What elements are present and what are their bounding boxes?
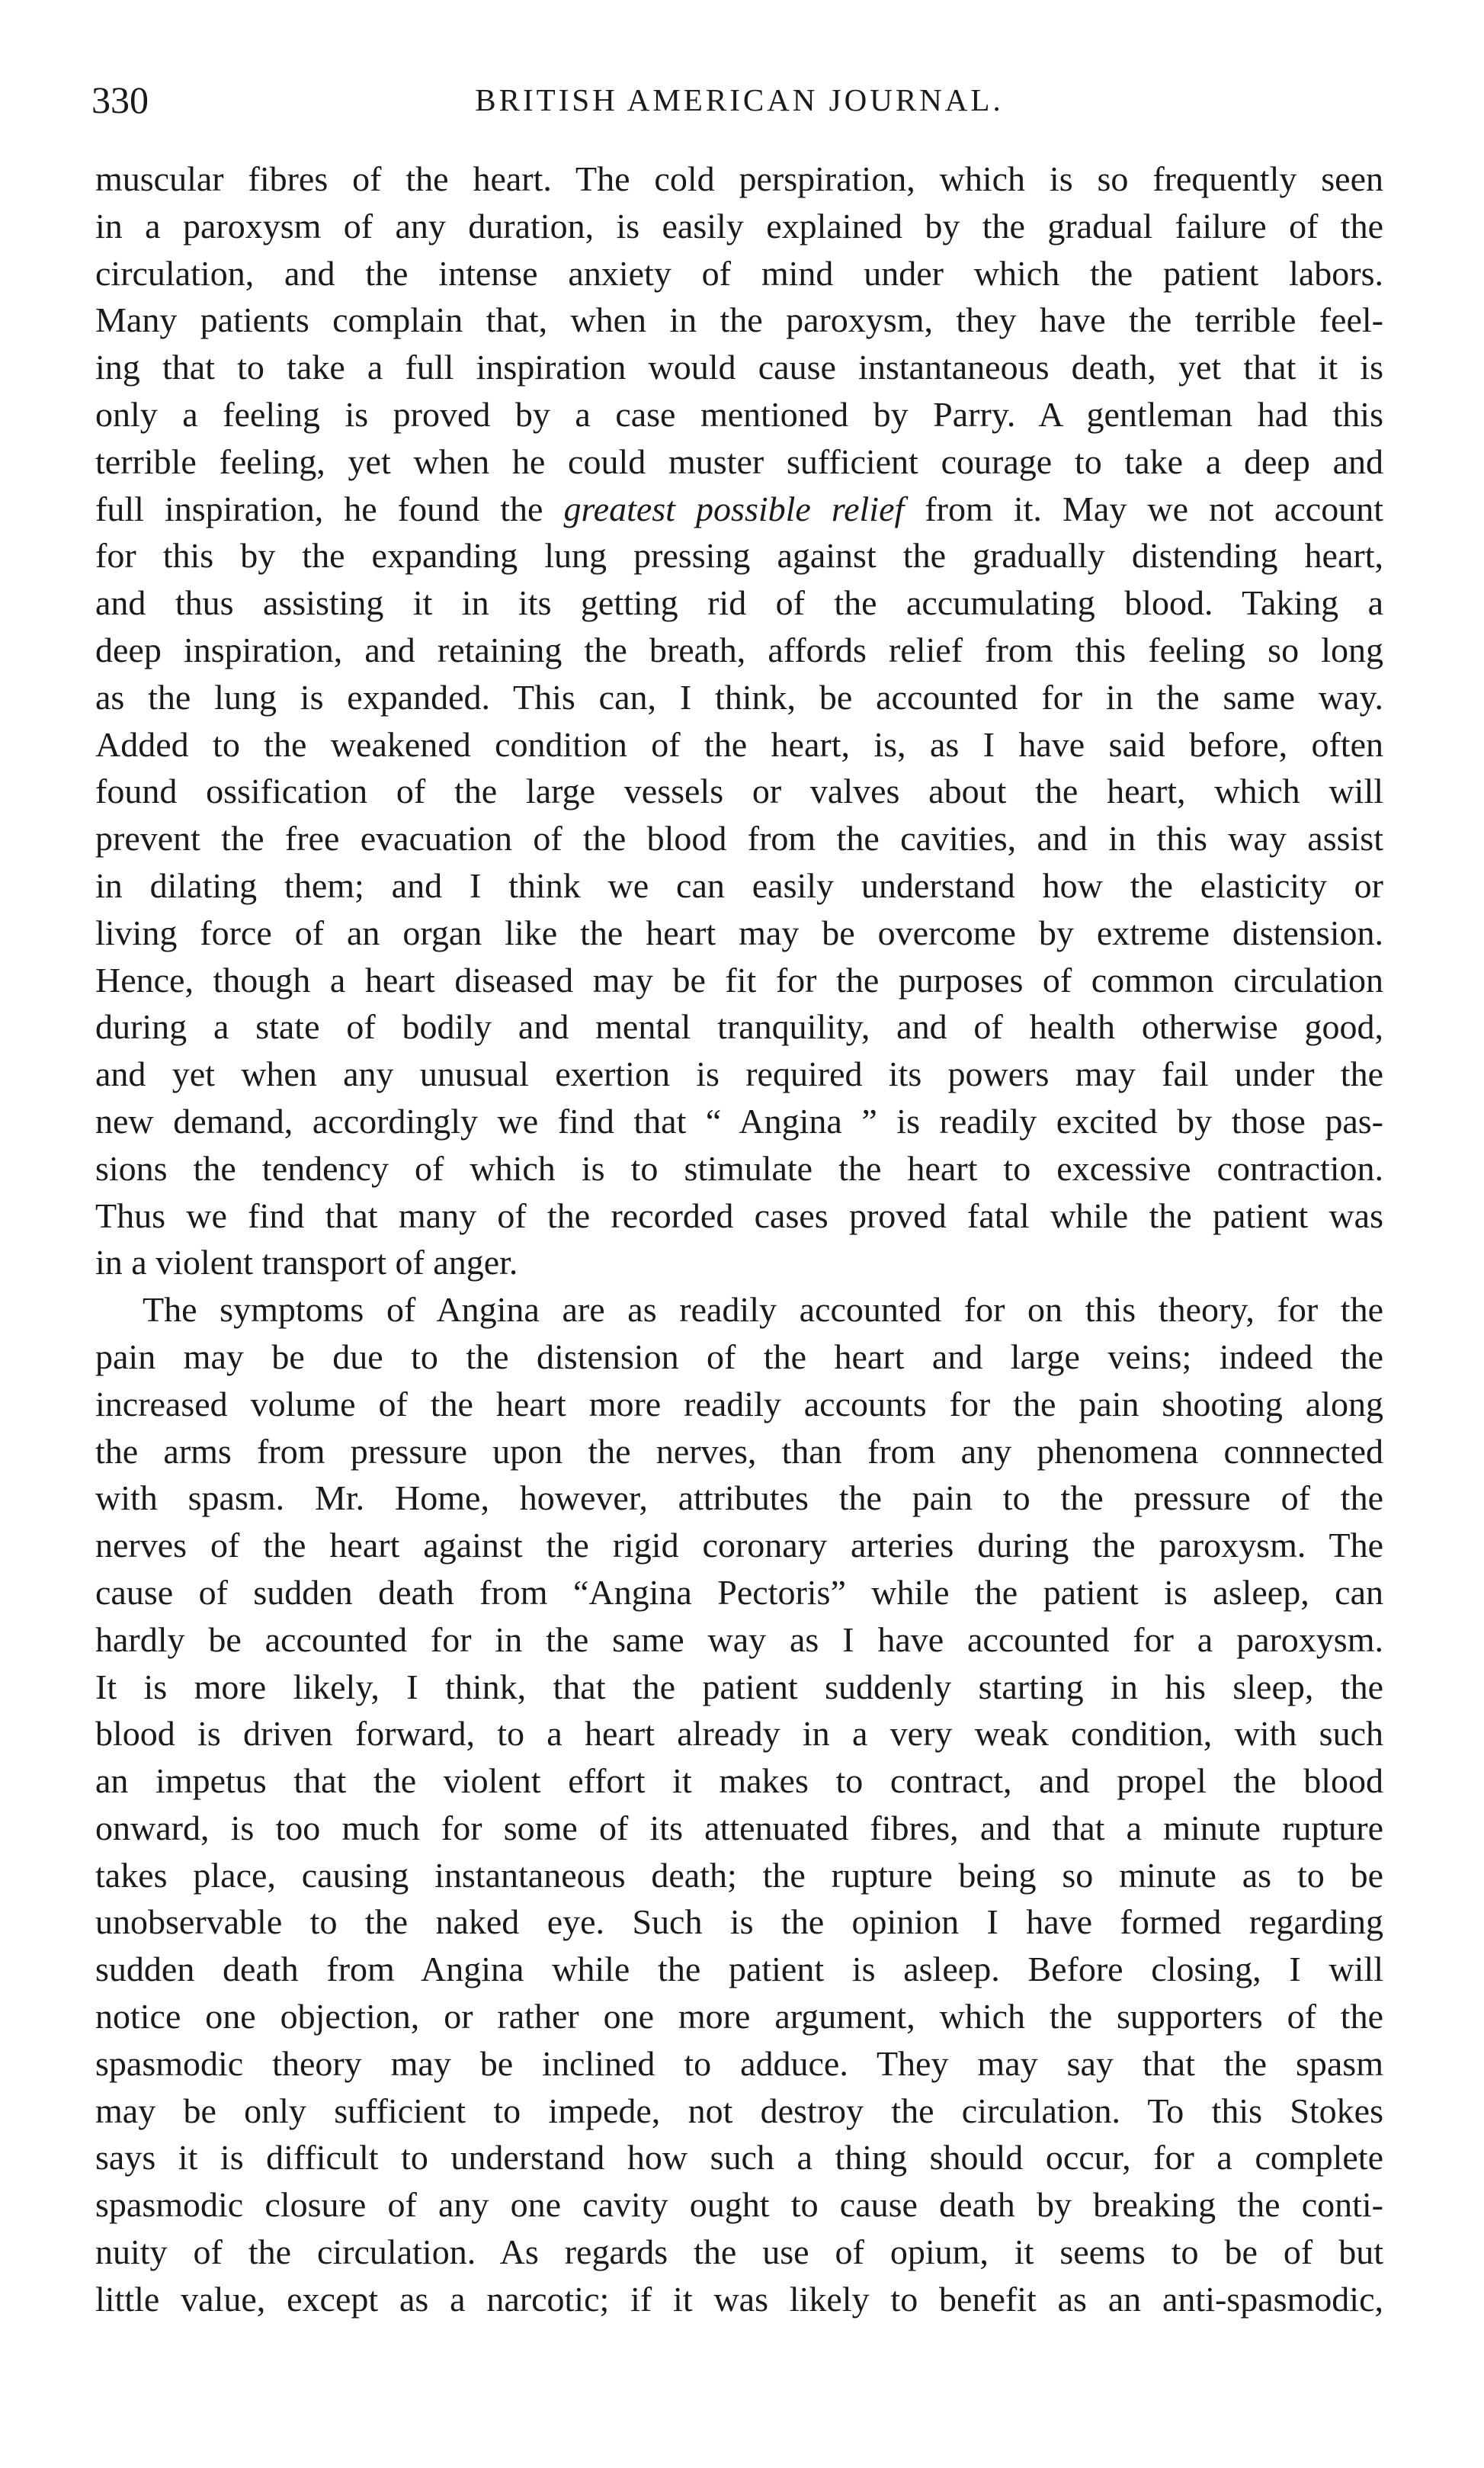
- text-segment: from it. May we not account: [904, 489, 1383, 528]
- body-text: [95, 156, 1383, 2323]
- text-line: spasmodic theory may be inclined to adduce. They may say that the spasm: [95, 2043, 1383, 2083]
- text-line: sions the tendency of which is to stimulate the heart to excessive contraction.: [95, 1148, 1383, 1188]
- text-segment: full inspiration, he found the: [95, 489, 564, 528]
- text-line: pain may be due to the distension of the heart and large veins; indeed the: [95, 1337, 1383, 1376]
- text-line: increased volume of the heart more readily accounts for the pain shooting along: [95, 1384, 1383, 1423]
- text-line: may be only sufficient to impede, not destroy the circulation. To this Stokes: [95, 2091, 1383, 2130]
- text-line: unobservable to the naked eye. Such is the opinion I have formed regarding: [95, 1902, 1383, 1942]
- text-line: Added to the weakened condition of the heart, is, as I have said before, often: [95, 724, 1383, 764]
- text-line: only a feeling is proved by a case mentioned by Parry. A gentleman had this: [95, 394, 1383, 434]
- text-line: blood is driven forward, to a heart already in a very weak condition, with such: [95, 1714, 1383, 1754]
- text-line: muscular fibres of the heart. The cold perspiration, which is so frequently seen: [95, 159, 1383, 198]
- text-line: found ossification of the large vessels or valves about the heart, which will: [95, 772, 1383, 811]
- text-line: as the lung is expanded. This can, I think, be accounted for in the same way.: [95, 677, 1383, 717]
- italic-phrase: greatest possible relief: [563, 489, 905, 528]
- text-line: and yet when any unusual exertion is required its powers may fail under the: [95, 1054, 1383, 1094]
- text-line: spasmodic closure of any one cavity ought to cause death by breaking the conti-: [95, 2185, 1383, 2225]
- text-line: the arms from pressure upon the nerves, than from any phenomena connnected: [95, 1431, 1383, 1471]
- text-line: in a violent transport of anger.: [95, 1243, 518, 1282]
- text-line: sudden death from Angina while the patient is asleep. Before closing, I will: [95, 1950, 1383, 1989]
- text-line: with spasm. Mr. Home, however, attributes the pain to the pressure of the: [95, 1478, 1383, 1518]
- page-number: 330: [91, 79, 149, 121]
- text-line: and thus assisting it in its getting rid of the accumulating blood. Taking a: [95, 583, 1383, 623]
- text-line: prevent the free evacuation of the blood from the cavities, and in this way assist: [95, 819, 1383, 859]
- text-line: for this by the expanding lung pressing against the gradually distending heart,: [95, 536, 1383, 576]
- text-line: onward, is too much for some of its attenuated fibres, and that a minute rupture: [95, 1808, 1383, 1847]
- text-line: in a paroxysm of any duration, is easily explained by the gradual failure of the: [95, 206, 1383, 246]
- text-line: cause of sudden death from “Angina Pectoris” while the patient is asleep, can: [95, 1572, 1383, 1612]
- running-head: [91, 73, 1387, 127]
- text-line: nerves of the heart against the rigid coronary arteries during the paroxysm. The: [95, 1526, 1383, 1565]
- text-line: new demand, accordingly we find that “ Angina ” is readily excited by those pas-: [95, 1101, 1383, 1141]
- text-line: The symptoms of Angina are as readily accounted for on this theory, for the: [143, 1290, 1383, 1330]
- text-line: says it is difficult to understand how such a thing should occur, for a complete: [95, 2138, 1383, 2178]
- text-line: takes place, causing instantaneous death; the rupture being so minute as to be: [95, 1855, 1383, 1895]
- text-line: ing that to take a full inspiration would cause instantaneous death, yet that it is: [95, 348, 1383, 387]
- text-line: in dilating them; and I think we can easily understand how the elasticity or: [95, 865, 1383, 905]
- text-line: notice one objection, or rather one more argument, which the supporters of the: [95, 1997, 1383, 2036]
- text-line: deep inspiration, and retaining the breath, affords relief from this feeling so long: [95, 630, 1383, 669]
- text-line: Many patients complain that, when in the paroxysm, they have the terrible feel-: [95, 300, 1383, 340]
- text-line: hardly be accounted for in the same way as I have accounted for a paroxysm.: [95, 1619, 1383, 1659]
- text-line: little value, except as a narcotic; if it was likely to benefit as an anti-spasmodic,: [95, 2279, 1383, 2319]
- text-line: terrible feeling, yet when he could muster sufficient courage to take a deep and: [95, 441, 1383, 481]
- text-line-with-italic: [95, 486, 1383, 533]
- text-line: nuity of the circulation. As regards the use of opium, it seems to be of but: [95, 2232, 1383, 2272]
- text-line: an impetus that the violent effort it makes to contract, and propel the blood: [95, 1761, 1383, 1801]
- text-line: Hence, though a heart diseased may be fit for the purposes of common circulation: [95, 960, 1383, 1000]
- text-line: during a state of bodily and mental tranquility, and of health otherwise good,: [95, 1007, 1383, 1047]
- text-line: It is more likely, I think, that the patient suddenly starting in his sleep, the: [95, 1667, 1383, 1706]
- text-line: circulation, and the intense anxiety of mind under which the patient labors.: [95, 253, 1383, 293]
- text-line: Thus we find that many of the recorded cases proved fatal while the patient was: [95, 1195, 1383, 1235]
- text-line: living force of an organ like the heart may be overcome by extreme distension.: [95, 913, 1383, 952]
- journal-title: BRITISH AMERICAN JOURNAL.: [475, 82, 1004, 117]
